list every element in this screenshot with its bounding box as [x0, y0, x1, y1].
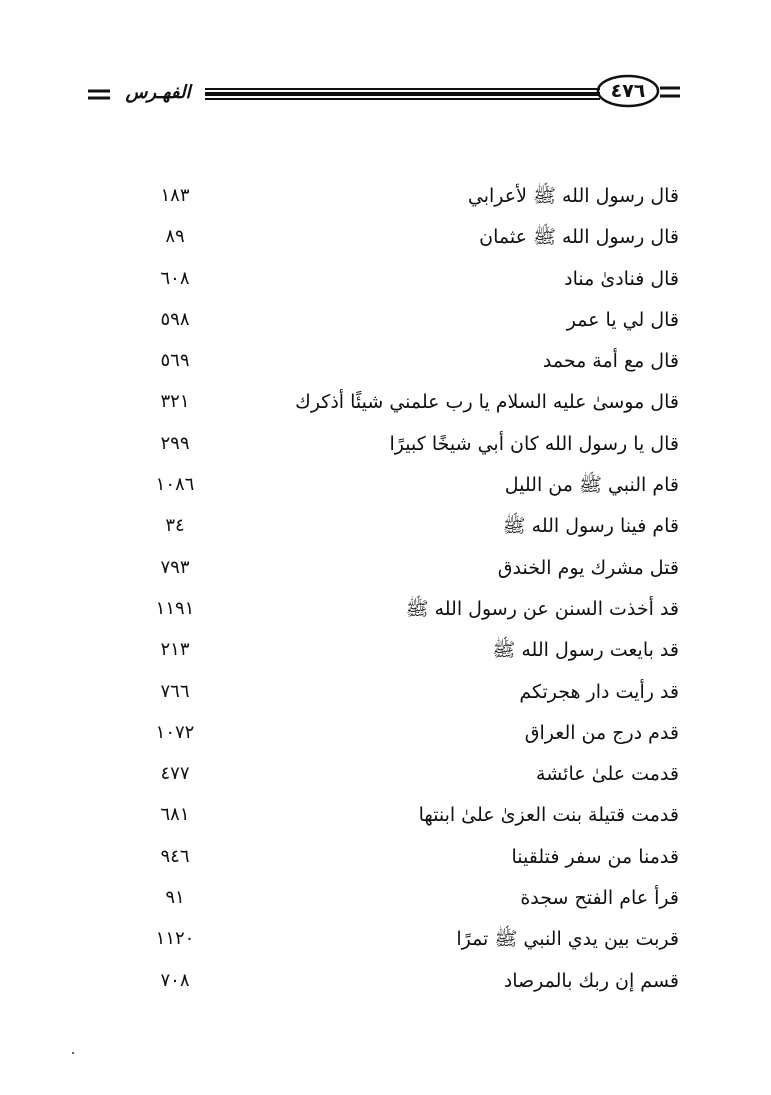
entry-text: قال مع أمة محمد: [542, 350, 679, 373]
index-entry: [0, 921, 771, 962]
entry-page-number: ١٠٧٢: [155, 721, 195, 743]
entry-page-number: ٦٨١: [160, 804, 190, 826]
index-entry: [0, 550, 771, 591]
entry-text: قدمنا من سفر فتلقينا: [511, 845, 679, 868]
index-entry: [0, 384, 771, 425]
index-entry: [0, 674, 771, 715]
page-number: ٤٧٦: [610, 80, 646, 102]
entry-page-number: ٧٩٣: [160, 556, 190, 578]
entry-text: قد أخذت السنن عن رسول الله ﷺ: [405, 597, 679, 620]
index-entry: [0, 178, 771, 219]
entry-text: قال رسول الله ﷺ لأعرابي: [467, 185, 679, 207]
index-entry: [0, 426, 771, 467]
index-entry: [0, 880, 771, 921]
scan-speck: [72, 1052, 74, 1054]
entry-page-number: ١٨٣: [160, 185, 190, 206]
index-entry: [0, 467, 771, 508]
index-entry: [0, 591, 771, 632]
index-entry: [0, 797, 771, 838]
entry-page-number: ٩٤٦: [160, 845, 190, 867]
index-entry: [0, 839, 771, 880]
entry-page-number: ٧٠٨: [160, 969, 190, 991]
entry-page-number: ٩١: [165, 887, 185, 909]
index-entry: [0, 261, 771, 302]
index-entry: [0, 632, 771, 673]
index-entry: [0, 343, 771, 384]
entry-text: قرأ عام الفتح سجدة: [520, 887, 679, 910]
entry-text: قام فينا رسول الله ﷺ: [502, 515, 679, 538]
entry-text: قام النبي ﷺ من الليل: [504, 474, 679, 497]
entry-page-number: ٨٩: [165, 226, 185, 248]
index-entry: [0, 302, 771, 343]
header-rule-ornament: [0, 0, 771, 140]
entry-page-number: ١١٩١: [155, 597, 195, 619]
entry-page-number: ٢٩٩: [160, 432, 190, 454]
index-entry: [0, 756, 771, 797]
entry-page-number: ٣٢١: [160, 391, 190, 413]
entry-text: قدمت قتيلة بنت العزىٰ علىٰ ابنتها: [418, 804, 679, 827]
entry-text: قال لي يا عمر: [566, 308, 679, 331]
entry-page-number: ٧٦٦: [160, 680, 190, 702]
entry-page-number: ٥٩٨: [160, 308, 190, 330]
index-entry: [0, 219, 771, 260]
entry-text: قدمت علىٰ عائشة: [536, 763, 679, 786]
entry-text: قسم إن ربك بالمرصاد: [503, 969, 679, 992]
index-title: الفهـرس: [125, 82, 191, 103]
entry-text: قال موسىٰ عليه السلام يا رب علمني شيئًا أذكرك: [295, 391, 679, 414]
entry-text: قتل مشرك يوم الخندق: [497, 556, 679, 579]
entry-page-number: ٥٦٩: [160, 350, 190, 372]
index-list: [0, 178, 771, 1004]
entry-text: قربت بين يدي النبي ﷺ تمرًا: [456, 928, 679, 951]
index-entry: [0, 963, 771, 1004]
index-entry: [0, 508, 771, 549]
entry-page-number: ٦٠٨: [160, 267, 190, 289]
entry-text: قال رسول الله ﷺ عثمان: [479, 226, 679, 249]
entry-text: قال فنادىٰ مناد: [564, 267, 679, 290]
entry-page-number: ٤٧٧: [160, 763, 190, 785]
entry-text: قال يا رسول الله كان أبي شيخًا كبيرًا: [389, 432, 679, 455]
page-header: [0, 0, 771, 140]
entry-page-number: ١١٢٠: [155, 928, 195, 950]
entry-page-number: ٣٤: [165, 515, 185, 537]
entry-page-number: ٢١٣: [160, 639, 190, 661]
entry-text: قد رأيت دار هجرتكم: [519, 680, 679, 703]
index-entry: [0, 715, 771, 756]
entry-text: قدم درج من العراق: [524, 721, 679, 744]
entry-page-number: ١٠٨٦: [155, 474, 195, 496]
entry-text: قد بايعت رسول الله ﷺ: [492, 639, 679, 662]
